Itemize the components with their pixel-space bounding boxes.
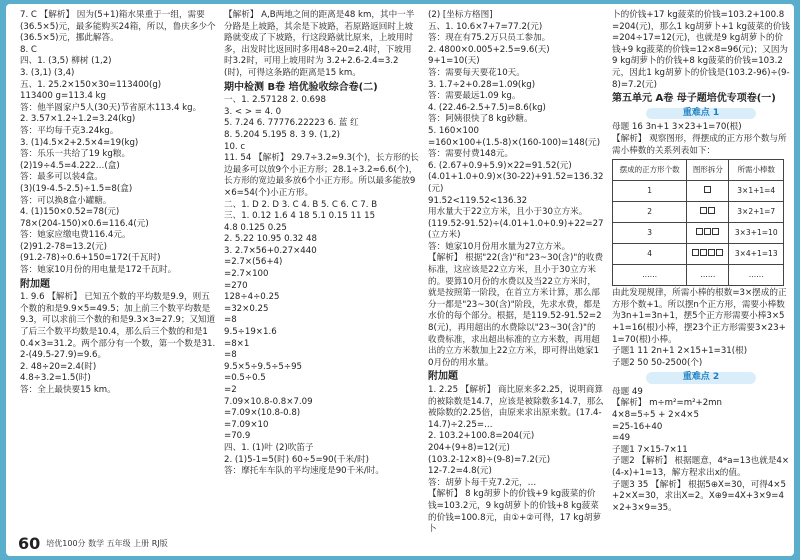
col1-line: 答：平均每千克3.24kg。 <box>20 125 119 136</box>
col4-line: 母题 49 <box>612 386 643 397</box>
square-shape <box>704 186 711 193</box>
col2-line: 期中检测 B卷 培优验收综合卷(二) <box>224 81 378 93</box>
column-1 <box>20 10 216 397</box>
col1-line: 答：乐乐一共给了19 kg粮。 <box>20 149 131 160</box>
col1-line: 3. (3,1) (3,4) <box>20 67 75 78</box>
col3-line: 答：需要付费148元。 <box>428 149 514 160</box>
table-cell <box>687 202 729 223</box>
square-shape <box>716 249 723 256</box>
col3-line: 【解析】 8 kg胡萝卜的价钱+9 kg菠菜的价钱=103.2元，9 kg胡萝卜的价钱+8 kg菠菜的价钱=100.8元，由①+②可得，17 kg胡萝卜 <box>428 489 602 535</box>
table-cell <box>687 223 729 244</box>
table-cell: 3×3+1=10 <box>729 223 784 244</box>
col2-line: =7.09×(10.8-0.8) <box>224 408 301 419</box>
col3-line: 91.52<119.52<136.32 <box>428 195 528 206</box>
col2-line: 2. (1)5-1=5(时) 60÷5=90(千米/时) <box>224 454 369 465</box>
book-title: 培优100分 数学 五年级 上册 RJ版 <box>46 539 168 548</box>
square-shape <box>708 207 715 214</box>
table-cell: …… <box>687 265 729 286</box>
square-shape <box>692 249 699 256</box>
col2-line: =2 <box>224 385 237 395</box>
table-header: 图形拆分 <box>687 160 729 181</box>
col2-line: 128÷4÷0.25 <box>224 292 280 303</box>
col3-line: 答：需要每天要花10天。 <box>428 67 525 78</box>
col2-line: =8 <box>224 315 237 326</box>
col2-line: 11. 54 【解析】 29.7÷3.2≈9.3(个)，长方形的长边最多可以放9个小正方形；28.1÷3.2≈6.6(个)，长方形的宽边最多放6个小正方形。所以最多能放9×6=54(个)小正方形。 <box>224 153 419 198</box>
col2-line: 4.8 0.125 0.25 <box>224 222 287 233</box>
col2-line: =2.7×(56+4) <box>224 257 283 268</box>
col2-line: =8 <box>224 350 237 361</box>
col3-line: 用水量大于22立方米，且小于30立方米。 <box>428 207 588 218</box>
col4-line: 第五单元 A卷 母子题培优专项卷(一) <box>612 93 776 105</box>
col1-line: 2. 3.57×1.2÷1.2=3.24(kg) <box>20 114 136 125</box>
col4-line: =25-16+40 <box>612 421 663 432</box>
col2-line: =270 <box>224 280 248 291</box>
col2-line: 【解析】 A,B两地之间的距离是48 km，其中一半分路是上坡路，其余是下坡路，若原路返回时上坡路就变成了下坡路，行这段路就比原来，上坡用时多，出发时比返回时多用48÷20=2.4时，下坡用时3.2时，可用上坡用时为 3.2+2.6-2.4=3.2(时)，可得这条路的距离是15 km。 <box>224 10 415 78</box>
col2-line: =32×0.25 <box>224 303 269 314</box>
col4-line: 由此发现规律，所需小棒的根数=3×摆成的正方形个数+1。所以摆n个正方形，需要小棒数为3n+1=3n+1，摆5个正方形需要小棒3×5+1=16(根)小棒，摆23个正方形需要3×23+1=70(根)小棒。 <box>612 288 787 345</box>
square-shape <box>704 228 711 235</box>
table-cell: …… <box>729 265 784 286</box>
col4-line: 4×8=5÷5 + 2×4×5 <box>612 410 699 421</box>
table-cell <box>687 181 729 202</box>
col2-line: 三、1. 0.12 1.6 4 18 5.1 0.15 11 15 <box>224 211 376 222</box>
square-shape <box>696 228 703 235</box>
col3-line: 2. 103.2+100.8=204(元) <box>428 431 535 442</box>
col3-line: 4. (22.46-2.5+7.5)=8.6(kg) <box>428 102 546 113</box>
page-footer <box>18 534 168 553</box>
square-shape <box>712 228 719 235</box>
col3-line: 5. 160×100 <box>428 125 479 136</box>
col4-line: 子题2 【解析】 根据题意，4*a=13也就是4×(4-x)+1=13，解方程求出x的值。 <box>612 456 790 479</box>
col3-line: (4.01+1.0+0.9)×(30-22)+91.52=136.32(元) <box>428 172 604 194</box>
col1-line: (2)91.2-78=13.2(元) <box>20 241 107 252</box>
table-cell: 3×1+1=4 <box>729 181 784 202</box>
col2-line: 3. < > = 4. 0 <box>224 106 282 117</box>
table-cell: 2 <box>613 202 687 223</box>
col3-line: 【解析】 根据"22(含)"和"23~30(含)"的收费标准，这应该是22立方米，且小于30立方米的。要算10月份的水费以及当22立方米时，就是按照第一阶段，在首立方米计算，那么部分一都是"23~30(含)"阶段，先求水费，都是水价的每个部分。根据，是119.52-91.52=28(元)，再用超出的水费除以"23~30(含)"的收费标准，求出超出标准的立方米数，再用超出的立方米数加上22立方米，即可得出她家10月份的用水量。 <box>428 253 604 368</box>
col1-line: 7. C 【解析】 因为(5+1)箱水果重于一组，需要 <box>20 10 205 20</box>
col3-line: 6. (2.67+0.9+5.9)×22=91.52(元) <box>428 160 572 171</box>
col3-line: 答：阿姨很快了8 kg砂糖。 <box>428 114 533 125</box>
col4-line: 子题2 50 50-2500(个) <box>612 357 703 368</box>
col3-line: (119.52-91.52)÷(4.01+1.0+0.9)+22=27(立方米) <box>428 218 604 241</box>
col1-line: 8. C <box>20 44 37 55</box>
col2-line: =8×1 <box>224 338 250 349</box>
col2-line: 9.5÷19×1.6 <box>224 327 277 338</box>
col2-line: 一、1. 2.57128 2. 0.698 <box>224 95 326 106</box>
page-number: 60 <box>18 534 41 553</box>
col1-line: 1. 9.6 【解析】 已知五个数的平均数是9.9，则五个数的和是9.9×5=49.5；加上前三个数平均数是9.3，可以求前三个数的和是9.3×3=27.9；又知道了后三个数平均数是10.4，那么后三个数的和是10.4×3=31.2。两个部分有一个数，第一个数是31.2-(49.5-27.9)=9.6。 <box>20 292 216 361</box>
col1-line: 4. (1)150×0.52=78(元) <box>20 207 120 218</box>
table-header: 所需小棒数 <box>729 160 784 181</box>
table-cell <box>687 244 729 265</box>
col4-line: =49 <box>612 433 631 444</box>
col3-line: 2. 4800×0.005+2.5=9.6(天) <box>428 44 550 55</box>
col3-line: (103.2-12×8)÷(9-8)=7.2(元) <box>428 454 551 465</box>
col1-line: 4.8÷3.2=1.5(时) <box>20 373 91 384</box>
col4-line: 卜的价钱+17 kg菠菜的价钱=103.2+100.8=204(元)，那么1 kg胡萝卜+1 kg菠菜的价钱=204÷17=12(元)，也就是9 kg胡萝卜的价钱+9 kg菠菜的价钱=12×8=96(元)；又因为9 kg胡萝卜的价钱+8 kg菠菜的价钱=103.2元，因此1 kg胡萝卜的价钱是(103.2-96)÷(9-8)=7.2(元) <box>612 10 790 90</box>
col3-line: =160×100+(1.5-8)×(160-100)=148(元) <box>428 137 601 148</box>
col3-line: 答：现在有75.2万只员工参加。 <box>428 33 551 44</box>
col3-line: 答：需要最远1.09 kg。 <box>428 91 521 102</box>
col3-line: 1. 2.25 【解析】 商比原来多2.25，说明商算的被除数是14.7，应该是被除数多14.7，那么被除数的2.25倍，由原来求出原来数。(17.4-14.7)÷2.25=… <box>428 385 604 430</box>
col1-line: 答：他半圆家户5人(30天)节省原木113.4 kg。 <box>20 102 202 113</box>
col3-line: 204+(9+8)=12(元) <box>428 442 510 453</box>
col1-line: 答：全上最快要15 km。 <box>20 385 116 395</box>
square-shape <box>700 207 707 214</box>
col4-line: 重难点 1 <box>646 108 756 120</box>
col1-line: 113400 g=113.4 kg <box>20 91 106 102</box>
col1-line: (91.2-78)÷0.6+150=172(千瓦时) <box>20 253 161 264</box>
col1-line: 附加题 <box>20 278 50 290</box>
col2-line: 10. c <box>224 141 246 152</box>
col3-line: 答：她家10月份用水量为27立方米。 <box>428 241 571 252</box>
col1-line: (36.5×5)元，最多能购买24箱，所以，鲁庆多少个(36.5×5)元，挪此解答。 <box>20 21 216 44</box>
col4-line: 子题1 7×15-7×11 <box>612 444 688 455</box>
col2-line: 2. 5.22 10.95 0.32 48 <box>224 234 317 245</box>
col2-line: 3. 2.7×56+0.27×440 <box>224 245 317 256</box>
col4-line: 母题 16 3n+1 3×23+1=70(根) <box>612 122 742 133</box>
col2-line: 四、1. (1)叶 (2)吹笛子 <box>224 442 314 453</box>
column-2 <box>224 10 420 478</box>
col2-line: =7.09×10 <box>224 419 269 430</box>
col1-line: 78×(204-150)×0.6=116.4(元) <box>20 218 149 229</box>
col3-line: 9+1=10(天) <box>428 56 480 67</box>
col4-line: 【解析】 m÷m²=m²+2mn <box>612 398 722 409</box>
stick-table <box>612 159 784 286</box>
column-4 <box>612 10 790 514</box>
col4-line: 子题3 35 【解析】 根据5⊕X=30，可得4×5+2×X=30，求出X=2。X⊕9=4X+3×9=4×2+3×9=35。 <box>612 479 786 513</box>
col1-line: 四、1. (3,5) 柳树 (1,2) <box>20 56 112 67</box>
square-shape <box>708 249 715 256</box>
table-row <box>613 202 784 223</box>
col2-line: 答：摩托车车队的平均速度是90千米/时。 <box>224 466 384 477</box>
col1-line: 答：可以换8盒小罐糖。 <box>20 195 112 206</box>
table-header: 摆成的正方形个数 <box>613 160 687 181</box>
col1-line: 2. 48÷20=2.4(时) <box>20 361 97 372</box>
col2-line: 8. 5.204 5.195 8. 3 9. (1,2) <box>224 129 341 140</box>
col1-line: 五、1. 25.2×150×30=113400(g) <box>20 79 162 90</box>
col3-line: 五、1. 10.6×7+7=77.2(元) <box>428 21 543 32</box>
col3-line: 答：胡萝卜每千克7.2元，… <box>428 477 537 488</box>
answer-page <box>6 4 794 556</box>
table-cell: 1 <box>613 181 687 202</box>
table-cell: …… <box>613 265 687 286</box>
col4-line: 子题1 11 2n+1 2×15+1=31(根) <box>612 346 748 357</box>
table-row <box>613 181 784 202</box>
col4-line: 重难点 2 <box>646 372 756 384</box>
table-row <box>613 265 784 286</box>
table-cell: 3 <box>613 223 687 244</box>
col2-line: 5. 7.24 6. 77776.22223 6. 蓝 红 <box>224 118 359 129</box>
col3-line: 12-7.2=4.8(元) <box>428 466 492 477</box>
column-3 <box>428 10 604 536</box>
col2-line: 7.09×10.8-0.8×7.09 <box>224 396 313 407</box>
col2-line: =70.9 <box>224 431 251 442</box>
col1-line: 答：她家应缴电费116.4元。 <box>20 230 131 241</box>
col3-line: (2) [坐标方格图] <box>428 10 493 20</box>
col3-line: 附加题 <box>428 371 458 383</box>
col1-line: 答：最多可以装4盒。 <box>20 172 103 183</box>
table-cell: 3×2+1=7 <box>729 202 784 223</box>
col1-line: (2)19÷4.5=4.222…(盒) <box>20 160 120 171</box>
col2-line: =2.7×100 <box>224 269 269 280</box>
col2-line: 二、1. D 2. D 3. C 4. B 5. C 6. C 7. B <box>224 199 378 210</box>
col1-line: 3. (1)4.5×2+2.5×4=19(kg) <box>20 137 139 148</box>
table-row <box>613 244 784 265</box>
col3-line: 3. 1.7÷2+0.28=1.09(kg) <box>428 79 536 90</box>
col2-line: =0.5÷0.5 <box>224 373 266 384</box>
table-row <box>613 223 784 244</box>
square-shape <box>700 249 707 256</box>
col1-line: (3)(19-4.5-2.5)÷1.5=8(盒) <box>20 183 133 194</box>
col1-line: 答：她家10月份的用电量是172千瓦时。 <box>20 265 177 276</box>
table-cell: 4 <box>613 244 687 265</box>
table-cell: 3×4+1=13 <box>729 244 784 265</box>
col4-line: 【解析】 观察图形，得摆成的正方形个数与所需小棒数的关系列表如下： <box>612 133 787 156</box>
col2-line: 9.5×5÷9.5÷5÷95 <box>224 361 303 372</box>
